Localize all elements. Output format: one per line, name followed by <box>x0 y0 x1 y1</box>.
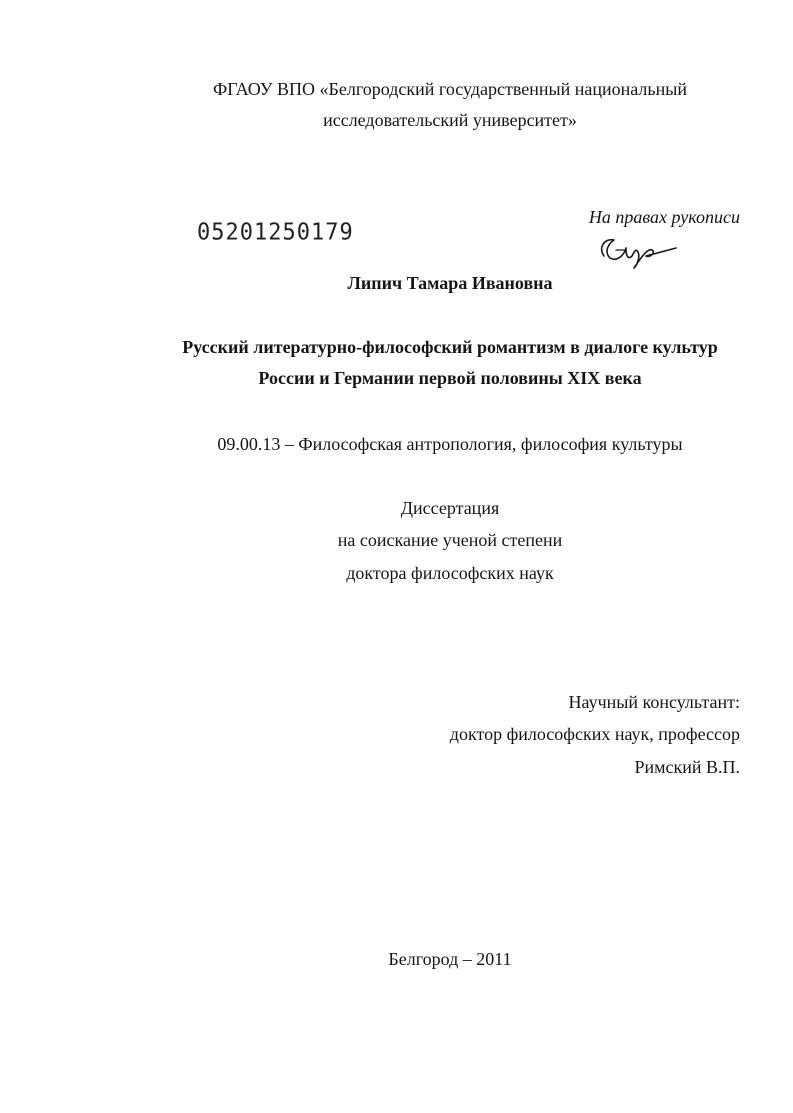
place-and-year: Белгород – 2011 <box>388 949 512 969</box>
advisor-label: Научный консультант: <box>568 692 740 712</box>
degree-line-3: доктора философских наук <box>346 563 554 583</box>
degree-line-2: на соискание ученой степени <box>337 530 563 550</box>
advisor-name: Римский В.П. <box>634 757 740 777</box>
dissertation-title-line-1: Русский литературно-философский романтизм в диалоге культур <box>182 337 718 357</box>
handwritten-signature <box>590 226 680 276</box>
institution-line-2: исследовательский университет» <box>323 110 577 130</box>
degree-line-1: Диссертация <box>400 498 500 518</box>
author-name: Липич Тамара Ивановна <box>347 273 553 293</box>
library-stamp-number: 05201250179 <box>197 219 354 246</box>
institution-line-1: ФГАОУ ВПО «Белгородский государственный национальный <box>213 79 687 99</box>
rights-note: На правах рукописи <box>588 207 740 227</box>
dissertation-title-line-2: России и Германии первой половины XIX века <box>258 368 642 388</box>
specialty-code: 09.00.13 – Философская антропология, философия культуры <box>217 434 683 454</box>
advisor-credentials: доктор философских наук, профессор <box>449 724 740 744</box>
